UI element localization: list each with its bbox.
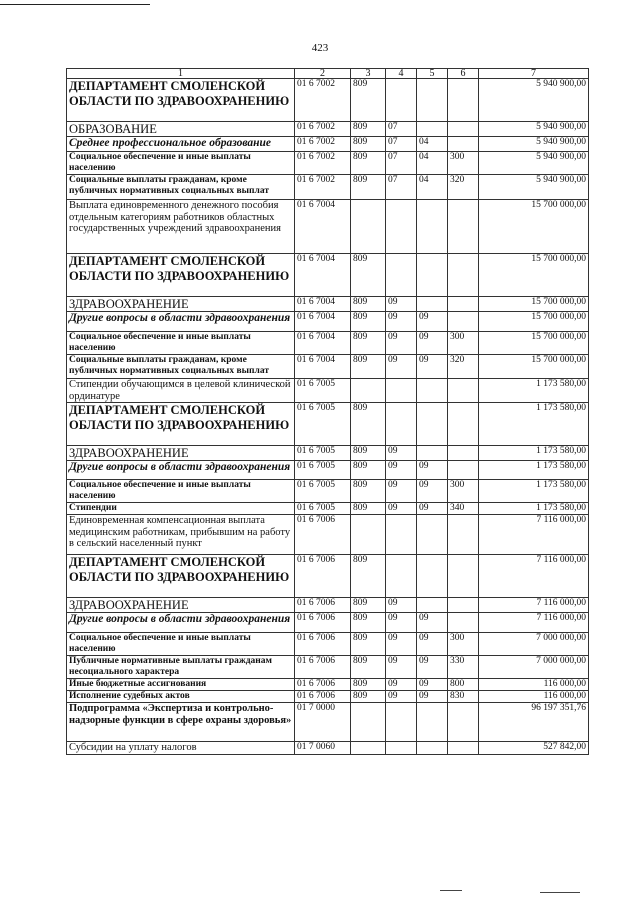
row-label: Среднее профессиональное образование: [67, 137, 295, 152]
row-code-c5: 09: [417, 691, 448, 703]
table-row: [67, 312, 589, 332]
row-code-c2: 01 6 7005: [295, 480, 351, 503]
table-row: [67, 355, 589, 379]
table-row: [67, 403, 589, 446]
row-amount: 116 000,00: [479, 691, 589, 703]
row-amount: 7 116 000,00: [479, 555, 589, 598]
table-row: [67, 175, 589, 200]
row-amount: 1 173 580,00: [479, 379, 589, 403]
row-code-c2: 01 6 7006: [295, 598, 351, 613]
row-code-c4: 09: [386, 633, 417, 656]
row-code-c6: 300: [448, 332, 479, 355]
row-code-c3: [351, 379, 386, 403]
row-code-c5: 04: [417, 152, 448, 175]
row-label: Социальное обеспечение и иные выплаты населению: [67, 332, 295, 355]
row-code-c5: [417, 254, 448, 297]
row-code-c2: 01 6 7002: [295, 122, 351, 137]
row-amount: 527 842,00: [479, 742, 589, 755]
row-code-c6: 300: [448, 633, 479, 656]
row-code-c3: 809: [351, 656, 386, 679]
table-row: [67, 446, 589, 461]
row-code-c2: 01 7 0060: [295, 742, 351, 755]
row-label: Подпрограмма «Экспертиза и контрольно-надзорные функции в сфере охраны здоровья»: [67, 703, 295, 742]
row-code-c5: 09: [417, 355, 448, 379]
row-code-c3: 809: [351, 137, 386, 152]
row-code-c2: 01 6 7005: [295, 461, 351, 480]
row-code-c2: 01 6 7006: [295, 555, 351, 598]
row-code-c4: [386, 254, 417, 297]
row-code-c3: 809: [351, 254, 386, 297]
table-header-row: [67, 69, 589, 79]
table-row: [67, 254, 589, 297]
row-code-c6: [448, 379, 479, 403]
row-amount: 15 700 000,00: [479, 297, 589, 312]
row-code-c5: 09: [417, 503, 448, 515]
scan-mark: [540, 892, 580, 893]
row-code-c5: [417, 79, 448, 122]
row-code-c6: [448, 555, 479, 598]
row-code-c3: 809: [351, 446, 386, 461]
header-cell: 3: [351, 69, 386, 79]
row-code-c4: [386, 379, 417, 403]
row-code-c4: 07: [386, 175, 417, 200]
row-code-c2: 01 6 7004: [295, 254, 351, 297]
row-code-c3: 809: [351, 613, 386, 633]
row-code-c5: 09: [417, 633, 448, 656]
row-amount: 1 173 580,00: [479, 403, 589, 446]
row-code-c4: [386, 703, 417, 742]
row-label: Иные бюджетные ассигнования: [67, 679, 295, 691]
row-code-c3: [351, 742, 386, 755]
row-code-c5: 09: [417, 656, 448, 679]
row-amount: 5 940 900,00: [479, 152, 589, 175]
table-row: [67, 137, 589, 152]
row-amount: 5 940 900,00: [479, 137, 589, 152]
row-code-c5: [417, 297, 448, 312]
table-row: [67, 79, 589, 122]
row-code-c5: [417, 555, 448, 598]
row-code-c2: 01 6 7006: [295, 679, 351, 691]
row-label: ЗДРАВООХРАНЕНИЕ: [67, 297, 295, 312]
row-label: Выплата единовременного денежного пособия отдельным категориям работников областных государственных учреждений здравоохранения: [67, 200, 295, 254]
row-code-c3: [351, 200, 386, 254]
row-label: Другие вопросы в области здравоохранения: [67, 613, 295, 633]
row-code-c4: 09: [386, 480, 417, 503]
row-code-c6: 300: [448, 480, 479, 503]
row-code-c3: [351, 703, 386, 742]
row-code-c2: 01 6 7006: [295, 515, 351, 555]
row-code-c4: [386, 555, 417, 598]
row-code-c5: 04: [417, 175, 448, 200]
row-amount: 15 700 000,00: [479, 200, 589, 254]
table-row: [67, 633, 589, 656]
row-amount: 7 116 000,00: [479, 598, 589, 613]
row-label: ЗДРАВООХРАНЕНИЕ: [67, 446, 295, 461]
row-code-c4: 09: [386, 691, 417, 703]
row-code-c3: 809: [351, 79, 386, 122]
header-cell: 7: [479, 69, 589, 79]
row-code-c3: 809: [351, 555, 386, 598]
row-code-c3: 809: [351, 152, 386, 175]
row-code-c6: [448, 461, 479, 480]
row-amount: 1 173 580,00: [479, 480, 589, 503]
row-amount: 15 700 000,00: [479, 355, 589, 379]
row-label: Единовременная компенсационная выплата медицинским работникам, прибывшим на работу в сельский населенный пункт: [67, 515, 295, 555]
row-code-c6: [448, 254, 479, 297]
row-code-c4: [386, 515, 417, 555]
row-code-c4: [386, 79, 417, 122]
row-code-c3: 809: [351, 461, 386, 480]
row-label: Другие вопросы в области здравоохранения: [67, 461, 295, 480]
row-code-c6: [448, 79, 479, 122]
table-row: [67, 656, 589, 679]
row-amount: 15 700 000,00: [479, 254, 589, 297]
top-edge-line: [0, 4, 150, 5]
row-code-c3: 809: [351, 691, 386, 703]
row-code-c2: 01 6 7004: [295, 355, 351, 379]
table-row: [67, 515, 589, 555]
row-code-c4: 09: [386, 656, 417, 679]
row-code-c6: 320: [448, 175, 479, 200]
table-row: [67, 613, 589, 633]
row-code-c2: 01 6 7006: [295, 633, 351, 656]
row-amount: 7 116 000,00: [479, 515, 589, 555]
row-amount: 7 000 000,00: [479, 656, 589, 679]
table-row: [67, 691, 589, 703]
row-label: ДЕПАРТАМЕНТ СМОЛЕНСКОЙ ОБЛАСТИ ПО ЗДРАВООХРАНЕНИЮ: [67, 254, 295, 297]
scan-mark: [440, 890, 462, 891]
row-code-c6: [448, 742, 479, 755]
row-amount: 1 173 580,00: [479, 503, 589, 515]
table-row: [67, 379, 589, 403]
table-row: [67, 122, 589, 137]
row-code-c3: 809: [351, 598, 386, 613]
table-row: [67, 461, 589, 480]
row-amount: 7 116 000,00: [479, 613, 589, 633]
row-code-c2: 01 6 7002: [295, 137, 351, 152]
row-code-c5: [417, 515, 448, 555]
table-row: [67, 555, 589, 598]
row-code-c4: 09: [386, 598, 417, 613]
row-amount: 15 700 000,00: [479, 332, 589, 355]
table-row: [67, 297, 589, 312]
row-code-c2: 01 6 7006: [295, 613, 351, 633]
row-amount: 5 940 900,00: [479, 122, 589, 137]
row-label: ДЕПАРТАМЕНТ СМОЛЕНСКОЙ ОБЛАСТИ ПО ЗДРАВООХРАНЕНИЮ: [67, 79, 295, 122]
row-code-c4: [386, 403, 417, 446]
row-code-c2: 01 6 7005: [295, 446, 351, 461]
row-code-c6: [448, 200, 479, 254]
row-code-c6: [448, 137, 479, 152]
row-code-c5: [417, 403, 448, 446]
budget-table: [66, 68, 589, 755]
row-code-c6: [448, 403, 479, 446]
row-code-c4: 09: [386, 503, 417, 515]
header-cell: 6: [448, 69, 479, 79]
header-cell: 5: [417, 69, 448, 79]
table-row: [67, 200, 589, 254]
table-row: [67, 503, 589, 515]
row-code-c4: 09: [386, 332, 417, 355]
row-code-c3: 809: [351, 297, 386, 312]
row-code-c6: 340: [448, 503, 479, 515]
row-label: Социальное обеспечение и иные выплаты населению: [67, 633, 295, 656]
row-code-c2: 01 6 7002: [295, 175, 351, 200]
row-label: Социальные выплаты гражданам, кроме публичных нормативных социальных выплат: [67, 355, 295, 379]
row-code-c5: 09: [417, 312, 448, 332]
page-number: 423: [311, 42, 329, 54]
row-code-c4: 09: [386, 461, 417, 480]
row-label: ДЕПАРТАМЕНТ СМОЛЕНСКОЙ ОБЛАСТИ ПО ЗДРАВООХРАНЕНИЮ: [67, 555, 295, 598]
row-code-c4: 07: [386, 152, 417, 175]
row-code-c5: 09: [417, 332, 448, 355]
row-code-c4: [386, 742, 417, 755]
row-code-c5: 09: [417, 461, 448, 480]
row-code-c5: [417, 598, 448, 613]
row-code-c4: 09: [386, 446, 417, 461]
table-row: [67, 480, 589, 503]
row-label: Другие вопросы в области здравоохранения: [67, 312, 295, 332]
row-code-c2: 01 6 7004: [295, 332, 351, 355]
row-amount: 15 700 000,00: [479, 312, 589, 332]
row-code-c6: [448, 515, 479, 555]
row-code-c5: [417, 703, 448, 742]
row-code-c3: 809: [351, 122, 386, 137]
row-amount: 1 173 580,00: [479, 461, 589, 480]
row-code-c2: 01 7 0000: [295, 703, 351, 742]
row-label: Социальное обеспечение и иные выплаты населению: [67, 480, 295, 503]
row-code-c4: 09: [386, 355, 417, 379]
header-cell: 2: [295, 69, 351, 79]
row-code-c6: 330: [448, 656, 479, 679]
row-amount: 5 940 900,00: [479, 79, 589, 122]
row-code-c4: 07: [386, 122, 417, 137]
row-label: ОБРАЗОВАНИЕ: [67, 122, 295, 137]
row-code-c4: 09: [386, 613, 417, 633]
row-code-c6: [448, 598, 479, 613]
row-code-c6: 320: [448, 355, 479, 379]
row-code-c3: 809: [351, 403, 386, 446]
row-code-c2: 01 6 7002: [295, 79, 351, 122]
row-label: Стипендии обучающимся в целевой клинической ординатуре: [67, 379, 295, 403]
row-label: Субсидии на уплату налогов: [67, 742, 295, 755]
row-code-c2: 01 6 7006: [295, 656, 351, 679]
table-row: [67, 152, 589, 175]
table-row: [67, 332, 589, 355]
row-amount: 5 940 900,00: [479, 175, 589, 200]
row-code-c6: 830: [448, 691, 479, 703]
row-amount: 7 000 000,00: [479, 633, 589, 656]
row-code-c6: [448, 446, 479, 461]
table-row: [67, 679, 589, 691]
row-code-c5: [417, 446, 448, 461]
table-row: [67, 742, 589, 755]
row-code-c6: [448, 613, 479, 633]
row-code-c5: 04: [417, 137, 448, 152]
row-code-c3: [351, 515, 386, 555]
row-code-c4: 07: [386, 137, 417, 152]
row-label: Социальные выплаты гражданам, кроме публичных нормативных социальных выплат: [67, 175, 295, 200]
row-code-c3: 809: [351, 332, 386, 355]
row-label: Публичные нормативные выплаты гражданам несоциального характера: [67, 656, 295, 679]
row-code-c4: 09: [386, 297, 417, 312]
row-code-c5: 09: [417, 679, 448, 691]
row-code-c2: 01 6 7005: [295, 503, 351, 515]
row-code-c6: [448, 703, 479, 742]
row-code-c5: [417, 200, 448, 254]
row-label: Стипендии: [67, 503, 295, 515]
row-code-c5: [417, 122, 448, 137]
row-code-c6: 800: [448, 679, 479, 691]
row-amount: 116 000,00: [479, 679, 589, 691]
row-code-c4: 09: [386, 679, 417, 691]
row-code-c4: 09: [386, 312, 417, 332]
row-code-c2: 01 6 7002: [295, 152, 351, 175]
row-label: ЗДРАВООХРАНЕНИЕ: [67, 598, 295, 613]
row-code-c5: [417, 742, 448, 755]
row-code-c2: 01 6 7006: [295, 691, 351, 703]
row-code-c6: [448, 122, 479, 137]
header-cell: 1: [67, 69, 295, 79]
row-code-c5: 09: [417, 480, 448, 503]
row-code-c3: 809: [351, 633, 386, 656]
header-cell: 4: [386, 69, 417, 79]
row-code-c5: 09: [417, 613, 448, 633]
row-amount: 1 173 580,00: [479, 446, 589, 461]
row-code-c3: 809: [351, 355, 386, 379]
row-code-c3: 809: [351, 175, 386, 200]
row-code-c3: 809: [351, 503, 386, 515]
row-code-c2: 01 6 7004: [295, 200, 351, 254]
row-code-c2: 01 6 7004: [295, 312, 351, 332]
row-code-c2: 01 6 7004: [295, 297, 351, 312]
row-code-c6: 300: [448, 152, 479, 175]
table-row: [67, 703, 589, 742]
row-code-c5: [417, 379, 448, 403]
row-code-c3: 809: [351, 312, 386, 332]
row-code-c6: [448, 297, 479, 312]
row-code-c6: [448, 312, 479, 332]
row-code-c3: 809: [351, 480, 386, 503]
row-label: ДЕПАРТАМЕНТ СМОЛЕНСКОЙ ОБЛАСТИ ПО ЗДРАВООХРАНЕНИЮ: [67, 403, 295, 446]
table-row: [67, 598, 589, 613]
row-label: Исполнение судебных актов: [67, 691, 295, 703]
row-code-c4: [386, 200, 417, 254]
row-code-c2: 01 6 7005: [295, 403, 351, 446]
row-label: Социальное обеспечение и иные выплаты населению: [67, 152, 295, 175]
row-code-c3: 809: [351, 679, 386, 691]
row-amount: 96 197 351,76: [479, 703, 589, 742]
row-code-c2: 01 6 7005: [295, 379, 351, 403]
